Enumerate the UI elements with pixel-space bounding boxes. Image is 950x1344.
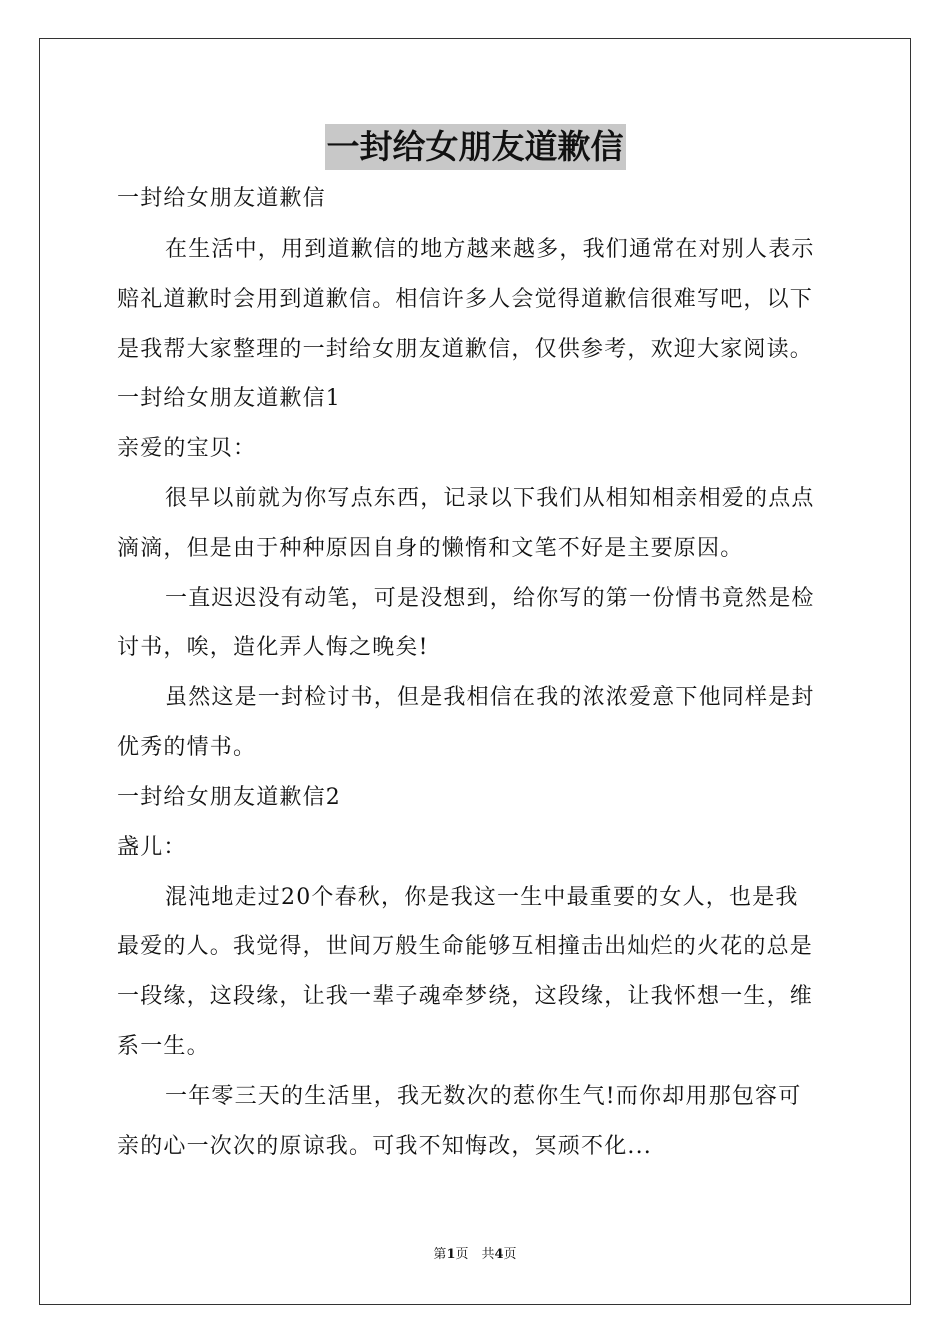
paragraph-line: 滴滴，但是由于种种原因自身的懒惰和文笔不好是主要原因。 bbox=[117, 536, 744, 561]
section-heading: 一封给女朋友道歉信2 bbox=[117, 785, 341, 810]
paragraph-line: 系一生。 bbox=[117, 1034, 210, 1059]
paragraph-line: 在生活中，用到道歉信的地方越来越多，我们通常在对别人表示 bbox=[165, 237, 815, 262]
paragraph-line: 讨书，唉，造化弄人悔之晚矣! bbox=[117, 635, 429, 660]
paragraph-line: 一直迟迟没有动笔，可是没想到，给你写的第一份情书竟然是检 bbox=[165, 586, 815, 611]
subtitle-line: 一封给女朋友道歉信 bbox=[117, 186, 326, 211]
paragraph-line: 赔礼道歉时会用到道歉信。相信许多人会觉得道歉信很难写吧，以下 bbox=[117, 287, 814, 312]
document-title: 一封给女朋友道歉信 bbox=[325, 124, 626, 170]
page-footer bbox=[0, 1246, 950, 1264]
paragraph-line: 优秀的情书。 bbox=[117, 735, 257, 760]
paragraph-line: 虽然这是一封检讨书，但是我相信在我的浓浓爱意下他同样是封 bbox=[165, 685, 815, 710]
footer-page-prefix: 第 bbox=[433, 1247, 447, 1262]
page-frame bbox=[39, 38, 911, 1305]
paragraph-line: 亲的心一次次的原谅我。可我不知悔改，冥顽不化... bbox=[117, 1134, 652, 1159]
footer-page-suffix: 页 bbox=[503, 1247, 517, 1262]
paragraph-line: 很早以前就为你写点东西，记录以下我们从相知相亲相爱的点点 bbox=[165, 486, 815, 511]
paragraph-line: 最爱的人。我觉得，世间万般生命能够互相撞击出灿烂的火花的总是 bbox=[117, 934, 814, 959]
footer-page-total: 4 bbox=[494, 1247, 504, 1262]
paragraph-line: 是我帮大家整理的一封给女朋友道歉信，仅供参考，欢迎大家阅读。 bbox=[117, 337, 814, 362]
salutation: 亲爱的宝贝： bbox=[117, 436, 257, 461]
salutation: 盏儿： bbox=[117, 835, 187, 860]
paragraph-line: 一段缘，这段缘，让我一辈子魂牵梦绕，这段缘，让我怀想一生，维 bbox=[117, 984, 814, 1009]
section-heading: 一封给女朋友道歉信1 bbox=[117, 386, 341, 411]
footer-page-current: 1 bbox=[446, 1247, 456, 1262]
title-container bbox=[0, 124, 950, 170]
paragraph-line: 一年零三天的生活里，我无数次的惹你生气!而你却用那包容可 bbox=[165, 1084, 802, 1109]
paragraph-line: 混沌地走过20个春秋，你是我这一生中最重要的女人，也是我 bbox=[165, 885, 799, 910]
footer-page-mid: 页 共 bbox=[455, 1247, 495, 1262]
